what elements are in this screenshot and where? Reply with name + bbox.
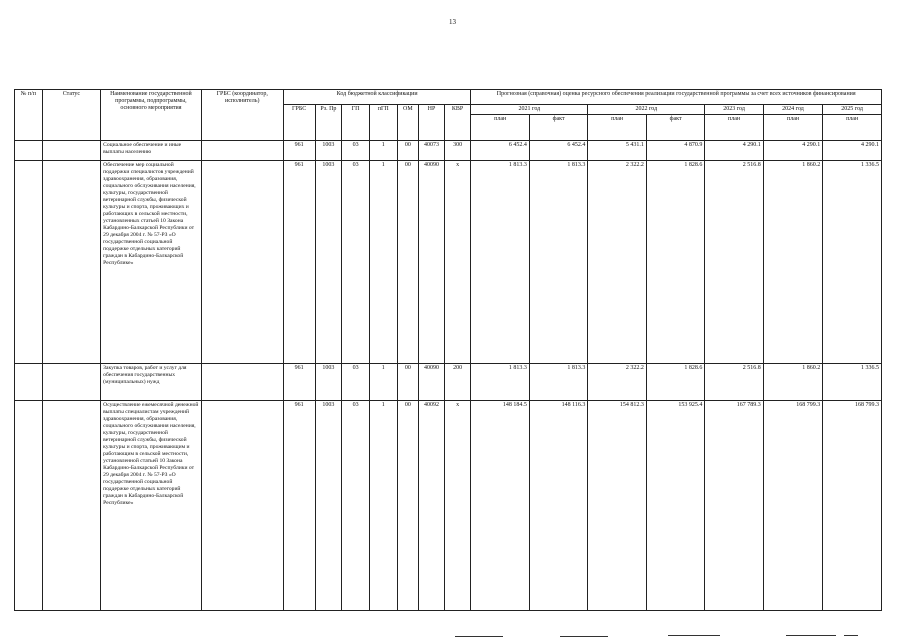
footer-line — [455, 636, 503, 637]
cell-2025-plan: 1 336.5 — [823, 161, 882, 364]
cell-rzpr: 1003 — [315, 161, 342, 364]
col-year-2024: 2024 год — [763, 105, 823, 115]
cell-om: 00 — [397, 141, 419, 161]
footer-line — [786, 635, 836, 636]
cell-grbs: 961 — [283, 364, 315, 401]
col-status: Статус — [42, 90, 100, 141]
cell-pgp: 1 — [369, 401, 397, 611]
col-code-om: ОМ — [397, 105, 419, 141]
cell-2025-plan: 1 336.5 — [823, 364, 882, 401]
col-no: № п/п — [15, 90, 43, 141]
cell-2021-plan: 1 813.3 — [471, 161, 529, 364]
row-name: Обеспечение мер социальной поддержки специалистов учреждений здравоохранения, образования, социального обслуживания населения, культуры, государственной ветеринарной службы, физической культуры и спорта, проживающих и работающих в сельской местности, установленных статьей 10 Закона Кабардино-Балкарской Республики от 29 декабря 2004 г. № 57-РЗ «О государственной социальной поддержке отдельных категорий граждан в Кабардино-Балкарской Республике» — [101, 161, 202, 364]
cell-2025-plan: 168 799.3 — [823, 401, 882, 611]
row-name: Осуществление ежемесячной денежной выплаты специалистам учреждений здравоохранения, образования, социального обслуживания населения, культуры, государственной ветеринарной службы, физической культуры и спорта, проживающим и работающим в сельской местности, установленной статьей 10 Закона Кабардино-Балкарской Республики от 29 декабря 2004 г. № 57-РЗ «О государственной социальной поддержке отдельных категорий граждан в Кабардино-Балкарской Республике» — [101, 401, 202, 611]
cell-nr: 40090 — [419, 161, 445, 364]
cell-gp: 03 — [342, 141, 370, 161]
cell-2021-plan: 1 813.3 — [471, 364, 529, 401]
col-year-2022: 2022 год — [588, 105, 705, 115]
col-code-nr: НР — [419, 105, 445, 141]
cell-pgp: 1 — [369, 161, 397, 364]
cell-2023-plan: 2 516.8 — [705, 364, 763, 401]
col-name: Наименование государственной программы, подпрограммы, основного мероприятия — [101, 90, 202, 141]
cell-2022-fact: 1 828.6 — [646, 161, 704, 364]
cell-grbs: 961 — [283, 161, 315, 364]
cell-2022-plan: 2 322.2 — [588, 161, 646, 364]
col-code-rzpr: Рз. Пр — [315, 105, 342, 141]
cell-2022-plan: 2 322.2 — [588, 364, 646, 401]
col-year-2023: 2023 год — [705, 105, 763, 115]
cell-nr: 40073 — [419, 141, 445, 161]
table-row — [15, 161, 882, 364]
row-name: Закупка товаров, работ и услуг для обеспечения государственных (муниципальных) нужд — [101, 364, 202, 401]
cell-2024-plan: 4 290.1 — [763, 141, 823, 161]
cell-grbs: 961 — [283, 141, 315, 161]
col-code-grbs: ГРБС — [283, 105, 315, 141]
cell-2022-fact: 4 870.9 — [646, 141, 704, 161]
col-year-2021: 2021 год — [471, 105, 588, 115]
cell-2024-plan: 1 860.2 — [763, 161, 823, 364]
cell-2021-plan: 148 184.5 — [471, 401, 529, 611]
cell-2022-plan: 154 812.3 — [588, 401, 646, 611]
cell-kvr: 300 — [444, 141, 471, 161]
budget-table — [14, 89, 882, 611]
footer-line — [560, 636, 608, 637]
table-row — [15, 364, 882, 401]
cell-kvr: х — [444, 401, 471, 611]
cell-om: 00 — [397, 161, 419, 364]
cell-2023-plan: 167 789.3 — [705, 401, 763, 611]
col-code-gp: ГП — [342, 105, 370, 141]
cell-om: 00 — [397, 401, 419, 611]
cell-gp: 03 — [342, 161, 370, 364]
col-2021-plan: план — [471, 115, 529, 141]
table-row — [15, 141, 882, 161]
col-code-pgp: пГП — [369, 105, 397, 141]
cell-2022-fact: 153 925.4 — [646, 401, 704, 611]
col-2024-plan: план — [763, 115, 823, 141]
cell-2021-plan: 6 452.4 — [471, 141, 529, 161]
col-2021-fact: факт — [529, 115, 587, 141]
cell-2021-fact: 148 116.3 — [529, 401, 587, 611]
cell-pgp: 1 — [369, 364, 397, 401]
cell-2023-plan: 4 290.1 — [705, 141, 763, 161]
cell-grbs: 961 — [283, 401, 315, 611]
col-group-forecast: Прогнозная (справочная) оценка ресурсного обеспечения реализации государственной программы за счет всех источников финансирования — [471, 90, 882, 105]
cell-2024-plan: 168 799.3 — [763, 401, 823, 611]
cell-nr: 40090 — [419, 364, 445, 401]
cell-2022-fact: 1 828.6 — [646, 364, 704, 401]
cell-2022-plan: 5 431.1 — [588, 141, 646, 161]
cell-2021-fact: 6 452.4 — [529, 141, 587, 161]
cell-om: 00 — [397, 364, 419, 401]
col-year-2025: 2025 год — [823, 105, 882, 115]
cell-2021-fact: 1 813.3 — [529, 364, 587, 401]
table-row — [15, 401, 882, 611]
cell-2023-plan: 2 516.8 — [705, 161, 763, 364]
col-2025-plan: план — [823, 115, 882, 141]
col-code-kvr: КВР — [444, 105, 471, 141]
cell-rzpr: 1003 — [315, 364, 342, 401]
cell-rzpr: 1003 — [315, 141, 342, 161]
cell-nr: 40092 — [419, 401, 445, 611]
col-grbs-coordinator: ГРБС (координатор, исполнитель) — [201, 90, 283, 141]
cell-2025-plan: 4 290.1 — [823, 141, 882, 161]
cell-pgp: 1 — [369, 141, 397, 161]
row-name: Социальное обеспечение и иные выплаты населению — [101, 141, 202, 161]
page-number: 13 — [449, 18, 456, 26]
cell-kvr: 200 — [444, 364, 471, 401]
footer-line — [844, 635, 858, 636]
col-2022-plan: план — [588, 115, 646, 141]
cell-rzpr: 1003 — [315, 401, 342, 611]
col-group-budget-code: Код бюджетной классификации — [283, 90, 471, 105]
cell-kvr: х — [444, 161, 471, 364]
footer-line — [668, 635, 720, 636]
cell-gp: 03 — [342, 401, 370, 611]
cell-gp: 03 — [342, 364, 370, 401]
cell-2021-fact: 1 813.3 — [529, 161, 587, 364]
col-2023-plan: план — [705, 115, 763, 141]
cell-2024-plan: 1 860.2 — [763, 364, 823, 401]
col-2022-fact: факт — [646, 115, 704, 141]
